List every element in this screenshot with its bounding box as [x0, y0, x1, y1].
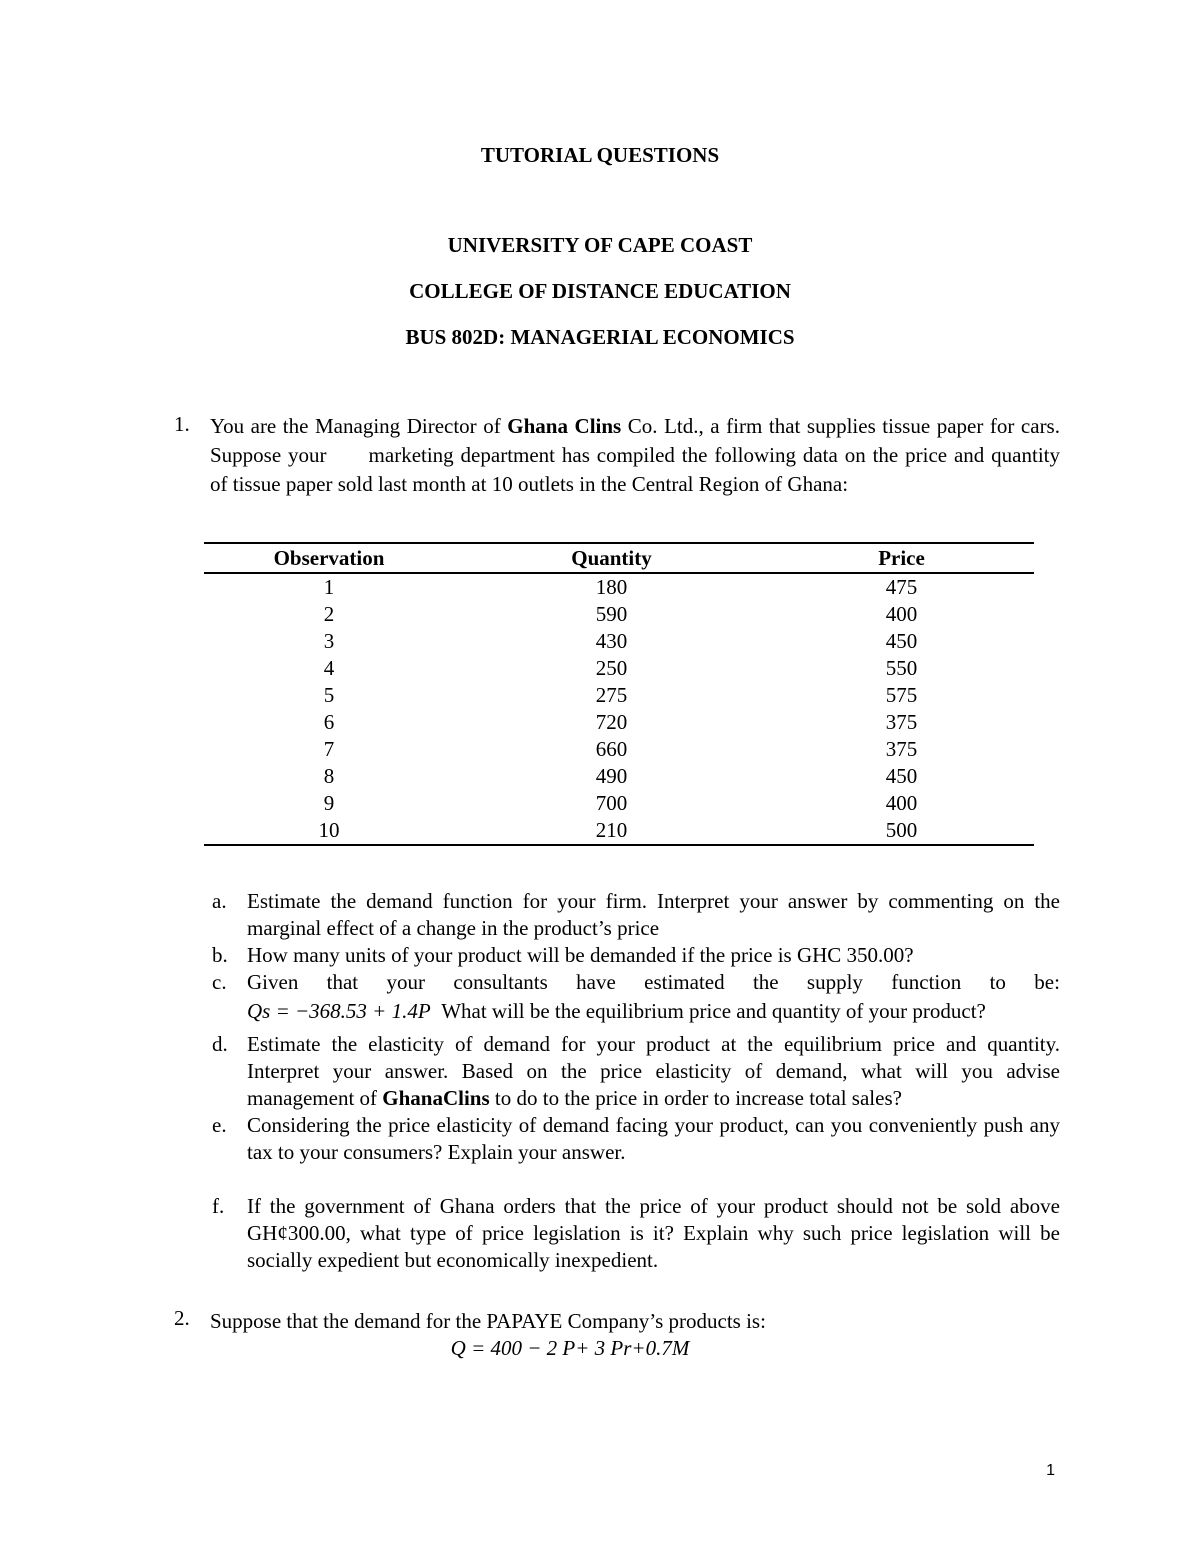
word: estimated [644, 970, 725, 994]
column-header-observation: Observation [273, 545, 385, 570]
cell-observation: 2 [323, 602, 335, 626]
question-1-text-b: Co. Ltd., a firm that supplies tissue paper for cars. Suppose your [210, 414, 1060, 467]
word: that [326, 970, 359, 994]
cell-quantity: 210 [595, 818, 628, 842]
sub-question-c-line-2 [247, 996, 1060, 1027]
college-name: COLLEGE OF DISTANCE EDUCATION [409, 279, 791, 303]
cell-quantity: 250 [595, 656, 628, 680]
sub-question-d [212, 1031, 1060, 1112]
sub-question-e-label: e. [212, 1113, 227, 1137]
cell-price: 375 [885, 710, 918, 734]
cell-observation: 8 [323, 764, 335, 788]
cell-price: 375 [885, 737, 918, 761]
word: the [752, 970, 779, 994]
word: function [891, 970, 962, 994]
cell-observation: 4 [323, 656, 335, 680]
sub-question-a-text: Estimate the demand function for your firm. Interpret your answer by commenting on the marginal effect of a change in the product’s price [247, 889, 1060, 940]
question-1 [174, 412, 1060, 499]
cell-quantity: 490 [595, 764, 628, 788]
cell-quantity: 430 [595, 629, 628, 653]
document-title: TUTORIAL QUESTIONS [480, 143, 720, 167]
question-1-text-a: You are the Managing Director of [210, 414, 508, 438]
cell-quantity: 590 [595, 602, 628, 626]
cell-observation: 1 [323, 575, 335, 599]
cell-price: 450 [885, 629, 918, 653]
question-1-text [210, 412, 1060, 499]
sub-question-b [212, 942, 1060, 969]
sub-question-c [212, 969, 1060, 1027]
cell-price: 475 [885, 575, 918, 599]
table-header-row [204, 543, 1034, 573]
table-row [204, 817, 1034, 845]
cell-observation: 5 [323, 683, 335, 707]
table-row [204, 573, 1034, 601]
table-row [204, 790, 1034, 817]
sub-question-c-text: What will be the equilibrium price and quantity of your product? [441, 999, 986, 1023]
cell-observation: 3 [323, 629, 335, 653]
cell-price: 550 [885, 656, 918, 680]
sub-question-d-label: d. [212, 1032, 228, 1056]
word: your [386, 970, 425, 994]
cell-quantity: 275 [595, 683, 628, 707]
cell-observation: 6 [323, 710, 335, 734]
cell-price: 500 [885, 818, 918, 842]
university-name: UNIVERSITY OF CAPE COAST [447, 233, 753, 257]
question-1-text-c: marketing department has compiled the following data on the price and quantity of tissue paper sold last month at 10 outlets in the Central Region of Ghana: [210, 443, 1060, 496]
sub-question-b-text: How many units of your product will be demanded if the price is GHC 350.00? [247, 943, 914, 967]
cell-quantity: 180 [595, 575, 628, 599]
sub-question-d-text-b: to do to the price in order to increase total sales? [489, 1086, 902, 1110]
cell-quantity: 700 [595, 791, 628, 815]
cell-price: 575 [885, 683, 918, 707]
table-row [204, 763, 1034, 790]
question-1-number: 1. [174, 412, 190, 436]
column-header-price: Price [878, 545, 925, 570]
sub-question-f-text: If the government of Ghana orders that the price of your product should not be sold above GH¢300.00, what type of price legislation is it? Explain why such price legislation will be socially expedient but economically inexpedient. [247, 1194, 1060, 1272]
sub-question-c-line-1 [247, 969, 1060, 996]
cell-observation: 10 [318, 818, 340, 842]
column-header-quantity: Quantity [571, 545, 652, 570]
word: consultants [453, 970, 548, 994]
question-2-text: Suppose that the demand for the PAPAYE Company’s products is: [210, 1309, 766, 1333]
word: supply [806, 970, 863, 994]
demand-equation [0, 1336, 1140, 1361]
cell-quantity: 720 [595, 710, 628, 734]
course-title: BUS 802D: MANAGERIAL ECONOMICS [405, 325, 795, 349]
data-table [204, 542, 1034, 846]
table-row [204, 709, 1034, 736]
table-row [204, 682, 1034, 709]
sub-question-f [212, 1193, 1060, 1274]
demand-equation-text: Q = 400 − 2 P+ 3 Pr+0.7M [450, 1336, 690, 1360]
table-row [204, 601, 1034, 628]
page-number: 1 [1046, 1462, 1055, 1479]
cell-price: 450 [885, 764, 918, 788]
table-row [204, 655, 1034, 682]
word: have [576, 970, 616, 994]
table-row [204, 736, 1034, 763]
sub-questions [212, 888, 1060, 1274]
sub-question-f-label: f. [212, 1194, 225, 1218]
sub-question-e [212, 1112, 1060, 1166]
cell-observation: 9 [323, 791, 335, 815]
cell-price: 400 [885, 791, 918, 815]
word: to [989, 970, 1006, 994]
sub-question-a [212, 888, 1060, 942]
sub-question-e-text: Considering the price elasticity of demand facing your product, can you conveniently push any tax to your consumers? Explain your answer. [247, 1113, 1060, 1164]
cell-quantity: 660 [595, 737, 628, 761]
sub-question-b-label: b. [212, 943, 228, 967]
supply-equation: Qs = −368.53 + 1.4P [247, 999, 431, 1023]
cell-price: 400 [885, 602, 918, 626]
table-row [204, 628, 1034, 655]
sub-question-d-text-a: Estimate the elasticity of demand for your product at the equilibrium price and quantity. Interpret your answer. Based on the price elasticity of demand, what will you advise management of [247, 1032, 1060, 1110]
word: be: [1034, 970, 1060, 994]
sub-question-a-label: a. [212, 889, 227, 913]
sub-question-c-label: c. [212, 970, 227, 994]
question-2 [174, 1306, 1060, 1336]
firm-name-d: GhanaClins [382, 1086, 490, 1110]
cell-observation: 7 [323, 737, 335, 761]
word: Given [247, 970, 299, 994]
question-2-number: 2. [174, 1306, 190, 1330]
firm-name: Ghana Clins [507, 414, 622, 438]
